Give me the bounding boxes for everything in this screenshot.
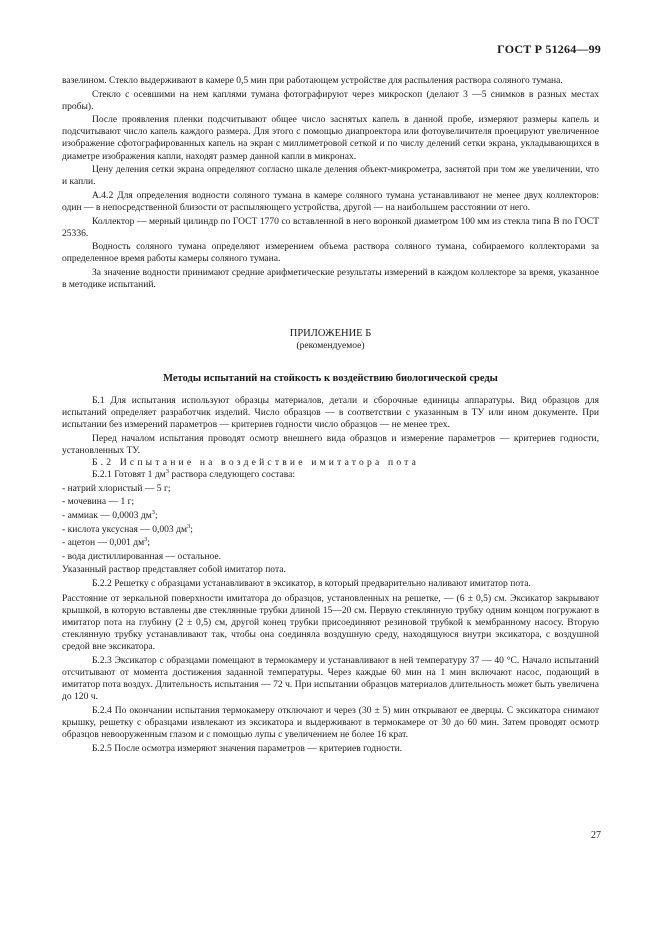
subsection-b2-heading: Б.2 Испытание на воздействие имитатора пота xyxy=(92,457,420,469)
appendix-title: ПРИЛОЖЕНИЕ Б xyxy=(289,328,372,340)
paragraph: вазелином. Стекло выдерживают в камере 0,5 мин при работающем устройстве для распыления раствора соляного тумана. xyxy=(62,75,563,86)
superscript: 3 xyxy=(151,509,155,517)
text-run: Б.2.1 Готовят 1 дм xyxy=(92,469,166,481)
paragraph-b22: Б.2.2 Решетку с образцами устанавливают в эксикатор, в который предварительно наливают имитатор пота. xyxy=(92,578,531,589)
text-run: - кислота уксусная — 0,003 дм xyxy=(62,523,187,535)
text-run: - ацетон — 0,001 дм xyxy=(62,537,145,549)
appendix-subtitle: (рекомендуемое) xyxy=(296,341,365,352)
paragraph-b21 xyxy=(62,469,599,481)
section-spacer xyxy=(62,291,599,327)
paragraph: Водность соляного тумана определяют измерением объема раствора соляного тумана, собираемого коллекторами за определенное время работы камеры соляного тумана. xyxy=(62,241,599,265)
document-id-header: ГОСТ Р 51264—99 xyxy=(497,42,601,56)
list-item xyxy=(62,524,599,536)
list-item: - натрий хлористый — 5 г; xyxy=(62,482,171,494)
paragraph-b25: Б.2.5 После осмотра измеряют значения параметров — критериев годности. xyxy=(92,742,403,754)
paragraph: Перед началом испытания проводят осмотр внешнего вида образцов и измерение параметров — критериев годности, установленных ТУ. xyxy=(62,432,599,457)
paragraph-b23: Б.2.3 Эксикатор с образцами помещают в термокамеру и устанавливают в ней температуру 37 — 40 °С. Начало испытаний отсчитывают от момента достижения заданной температуры. Через каждые 60 мин на 1 мин включают насос, подающий в имитатор пота воздух. Длительность испытания — 72 ч. При испытании образцов материалов длительность может быть увеличена до 120 ч. xyxy=(62,655,599,703)
superscript: 3 xyxy=(165,468,169,476)
paragraph: Цену деления сетки экрана определяют согласно шкале деления объект-микрометра, заснятой при том же увеличении, что и капли. xyxy=(62,164,599,188)
page-content xyxy=(62,75,599,755)
paragraph-a42: А.4.2 Для определения водности соляного тумана в камере соляного тумана устанавливают не менее двух коллекторов: один — в непосредственной близости от распыляющего устройства, другой — на наибольшем расстоянии от него. xyxy=(62,189,599,213)
list-item xyxy=(62,537,599,549)
list-item: - мочевина — 1 г; xyxy=(62,496,135,508)
list-item xyxy=(62,510,599,522)
section-heading: Методы испытаний на стойкость к воздействию биологической среды xyxy=(163,373,498,385)
text-run: ; xyxy=(147,537,151,549)
paragraph: За значение водности принимают средние арифметические результаты измерений в каждом коллекторе за время, указанное в методике испытаний. xyxy=(62,266,599,290)
superscript: 3 xyxy=(187,522,191,530)
paragraph: Указанный раствор представляет собой имитатор пота. xyxy=(62,564,286,576)
paragraph: После проявления пленки подсчитывают общее число заснятых капель в данной пробе, измеряют размеры капель и подсчитывают число капель каждого размера. Для этого с помощью диапроектора или фотоувеличителя проецируют увеличенное изображение сфотографированных капель на экран с миллиметровой сеткой и по числу делений сетки экрана, укладывающихся в диаметре изображения капли, находят размер данной капли в микронах. xyxy=(62,114,599,162)
text-run: - аммиак — 0,0003 дм xyxy=(62,510,152,522)
paragraph: Стекло с осевшими на нем каплями тумана фотографируют через микроскоп (делают 3 —5 снимков в разных местах пробы). xyxy=(62,88,599,112)
text-run: ; xyxy=(154,510,158,522)
page-number: 27 xyxy=(591,830,601,841)
paragraph-b24: Б.2.4 По окончании испытания термокамеру отключают и через (30 ± 5) мин открывают ее дверцы. С эксикатора снимают крышку, решетку с образцами извлекают из эксикатора и выдерживают в термокамере от 30 до 60 мин. Затем проводят осмотр образцов невооруженным глазом и с помощью лупы с увеличением не более 16 крат. xyxy=(62,704,599,741)
text-run: ; xyxy=(190,523,193,535)
list-item: - вода дистиллированная — остальное. xyxy=(62,550,222,562)
paragraph-b1: Б.1 Для испытания используют образцы материалов, детали и сборочные единицы аппаратуры. Вид образцов для испытаний определяет разработчик изделий. Число образцов — в соответствии с указанным в ТУ или ином документе. При испытании без измерений параметров — критериев годности число образцов — не менее трех. xyxy=(62,395,599,431)
text-run: раствора следующего состава: xyxy=(168,469,295,481)
paragraph: Коллектор — мерный цилиндр по ГОСТ 1770 со вставленной в него воронкой диаметром 100 мм из стекла типа В по ГОСТ 25336. xyxy=(62,215,599,239)
paragraph: Расстояние от зеркальной поверхности имитатора до образцов, установленных на решетке, — (6 ± 0,5) см. Эксикатор закрывают крышкой, в которую вставлены две стеклянные трубки длиной 15—20 см. Первую стеклянную трубку одним концом погружают в имитатор пота на глубину (2 ± 0,5) см, другой конец трубки присоединяют резиновой трубкой к мембранному насосу. Вторую стеклянную трубку устанавливают так, чтобы она соединяла воздушную среду, находящуюся внутри эксикатора, с воздушной средой вне эксикатора. xyxy=(62,593,599,653)
superscript: 3 xyxy=(144,536,148,544)
